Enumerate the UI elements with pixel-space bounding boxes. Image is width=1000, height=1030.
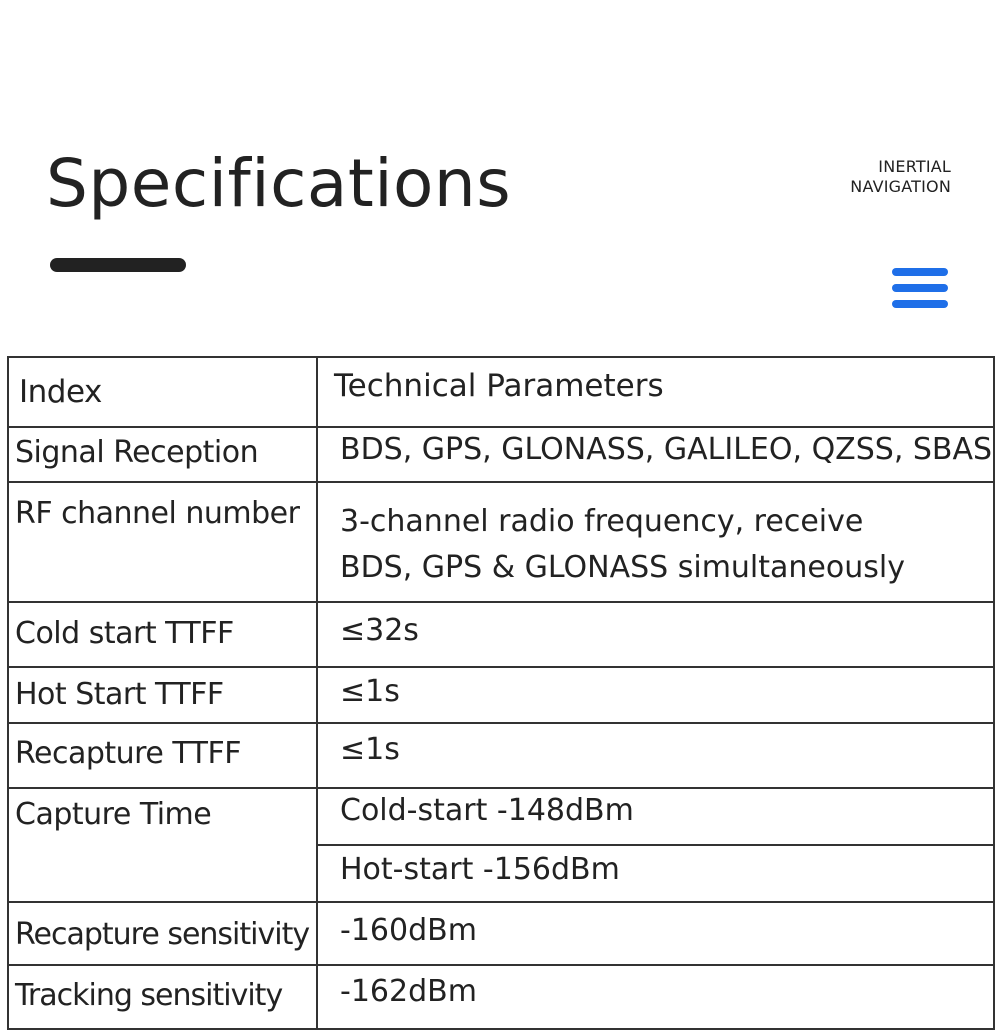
brand-logo-text <box>850 157 951 197</box>
table-row <box>8 482 994 602</box>
table-row <box>8 427 994 482</box>
table-row <box>8 602 994 667</box>
table-row <box>8 965 994 1029</box>
table-row <box>8 667 994 723</box>
table-row <box>8 902 994 965</box>
value-cell <box>317 965 994 1029</box>
index-cell <box>8 482 317 602</box>
row-value: Hot-start -156dBm <box>340 852 620 887</box>
specifications-table <box>7 356 995 1030</box>
header-cell-index <box>8 357 317 427</box>
value-cell <box>317 902 994 965</box>
index-cell <box>8 602 317 667</box>
page-title: Specifications <box>46 145 512 222</box>
table-row <box>8 723 994 788</box>
menu-bar <box>892 268 948 276</box>
value-cell <box>317 427 994 482</box>
menu-bar <box>892 284 948 292</box>
value-cell <box>317 845 994 902</box>
hamburger-menu-icon[interactable] <box>892 268 948 312</box>
table-header-row <box>8 357 994 427</box>
row-value: BDS, GPS, GLONASS, GALILEO, QZSS, SBAS <box>340 432 993 467</box>
row-value: ≤1s <box>340 674 400 709</box>
value-cell <box>317 667 994 723</box>
menu-bar <box>892 300 948 308</box>
brand-line-2: NAVIGATION <box>850 177 951 196</box>
row-index-label: Cold start TTFF <box>15 616 234 651</box>
header-parameters-label: Technical Parameters <box>334 368 664 404</box>
row-index-label: Recapture TTFF <box>15 736 241 771</box>
row-value: -162dBm <box>340 974 477 1009</box>
row-value: Cold-start -148dBm <box>340 793 634 828</box>
row-index-label: Recapture sensitivity <box>15 917 310 952</box>
row-value: -160dBm <box>340 913 477 948</box>
title-underline <box>50 258 186 272</box>
row-index-label: Signal Reception <box>15 435 259 470</box>
value-cell <box>317 788 994 845</box>
row-index-label: Capture Time <box>15 797 212 832</box>
index-cell <box>8 965 317 1029</box>
value-cell <box>317 723 994 788</box>
header-index-label: Index <box>19 374 102 410</box>
value-cell <box>317 602 994 667</box>
index-cell <box>8 723 317 788</box>
row-value: ≤32s <box>340 613 419 648</box>
index-cell <box>8 667 317 723</box>
value-cell <box>317 482 994 602</box>
row-index-label: Hot Start TTFF <box>15 677 224 712</box>
row-index-label: Tracking sensitivity <box>15 978 283 1013</box>
index-cell <box>8 788 317 902</box>
header-cell-parameters <box>317 357 994 427</box>
row-index-label: RF channel number <box>15 496 300 531</box>
brand-line-1: INERTIAL <box>878 157 951 176</box>
table-row <box>8 788 994 845</box>
index-cell <box>8 427 317 482</box>
row-value: 3-channel radio frequency, receive <box>340 504 864 539</box>
row-value: BDS, GPS & GLONASS simultaneously <box>340 550 905 585</box>
row-value: ≤1s <box>340 732 400 767</box>
index-cell <box>8 902 317 965</box>
